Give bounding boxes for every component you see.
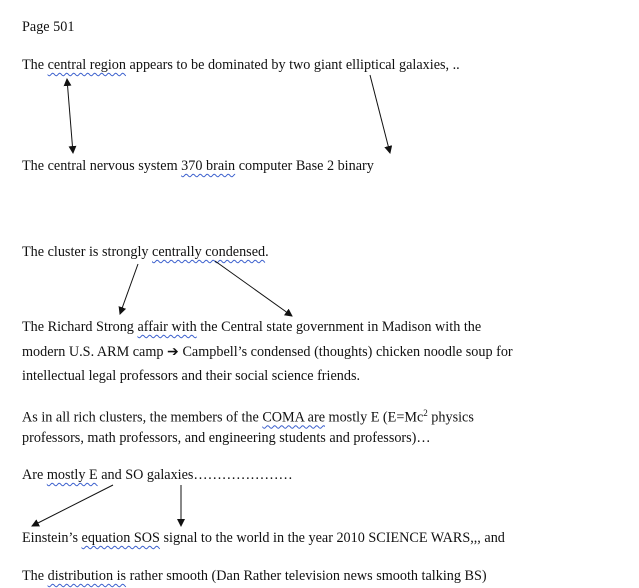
text: rather smooth (Dan Rather television news smooth talking BS) <box>126 568 487 584</box>
text: physics <box>427 409 474 426</box>
para-coma-line2: professors, math professors, and engineering students and professors)… <box>22 430 431 446</box>
line-central-region <box>22 56 460 74</box>
arrow-centrally-to-central <box>215 261 292 316</box>
text: Are <box>22 467 47 483</box>
text: and SO galaxies………………… <box>97 467 293 483</box>
text: The Richard Strong <box>22 319 138 335</box>
text: The <box>22 57 48 73</box>
arrow-two-giant-to-brain <box>370 75 390 153</box>
line-cluster-condensed <box>22 243 269 261</box>
para-richard-strong-line1 <box>22 318 481 336</box>
text: . <box>265 244 269 260</box>
text: signal to the world in the year 2010 SCIENCE WARS,,, and <box>159 530 505 546</box>
right-arrow-icon: ➔ <box>167 344 179 360</box>
squiggle-mostly-e: mostly E <box>46 467 98 483</box>
text: The <box>22 568 48 584</box>
para-richard-strong-line2 <box>22 343 513 361</box>
arrow-mostly-to-einstein <box>32 485 113 526</box>
text: modern U.S. ARM camp <box>22 344 168 360</box>
arrow-central-region-to-nervous-system <box>67 79 73 153</box>
para-coma-line1 <box>22 404 474 427</box>
text: appears to be dominated by two giant elliptical galaxies, .. <box>126 57 460 73</box>
text: Einstein’s <box>22 530 82 546</box>
text: Campbell’s condensed (thoughts) chicken noodle soup for <box>178 344 513 360</box>
text: computer Base 2 binary <box>235 158 374 174</box>
text: The central nervous system <box>22 158 182 174</box>
squiggle-central-region: central region <box>47 57 126 73</box>
squiggle-equation-sos: equation SOS <box>81 530 160 546</box>
para-richard-strong-line3: intellectual legal professors and their social science friends. <box>22 368 361 384</box>
page-number: Page 501 <box>22 19 75 35</box>
arrow-centrally-to-strong <box>120 264 138 314</box>
text: As in all rich clusters, the members of the <box>22 409 263 426</box>
squiggle-370-brain: 370 brain <box>181 158 236 174</box>
squiggle-centrally-condensed: centrally condensed <box>152 244 266 260</box>
text: The cluster is strongly <box>22 244 153 260</box>
squiggle-affair-with: affair with <box>137 319 197 335</box>
line-distribution <box>22 567 487 585</box>
superscript-2: 2 <box>423 408 428 418</box>
squiggle-distribution-is: distribution is <box>47 568 127 584</box>
line-central-nervous-system <box>22 157 374 175</box>
line-mostly-e <box>22 466 293 484</box>
text: the Central state government in Madison with the <box>196 319 482 335</box>
text: mostly E (E=Mc <box>325 409 424 426</box>
squiggle-coma-are: COMA are <box>262 409 325 426</box>
line-einstein <box>22 529 505 547</box>
